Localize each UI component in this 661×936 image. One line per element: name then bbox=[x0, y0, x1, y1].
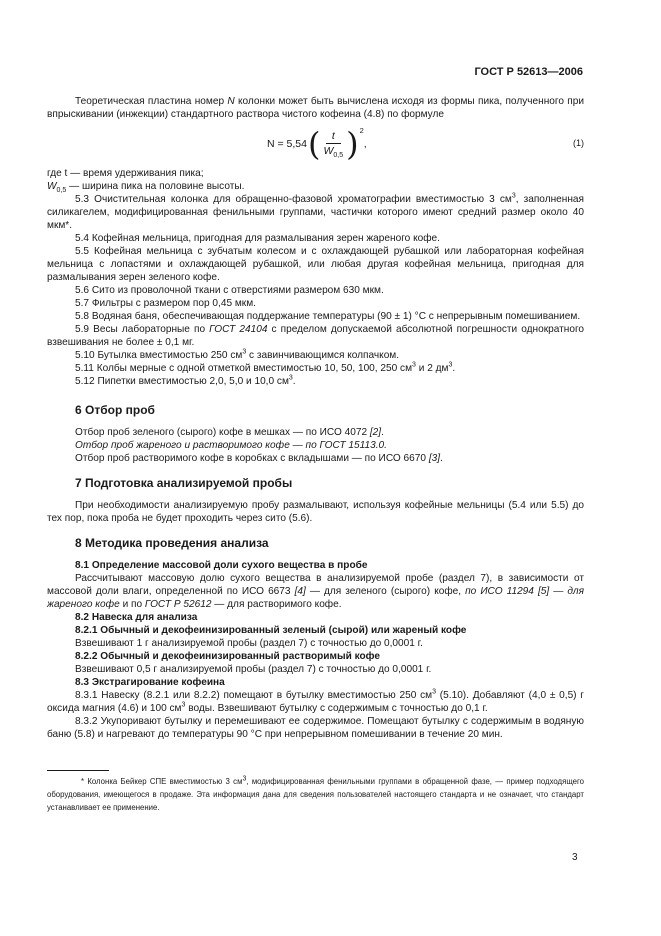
section-6-heading: 6 Отбор проб bbox=[75, 403, 155, 417]
item-5-11: 5.11 Колбы мерные с одной отметкой вместимостью 10, 50, 100, 250 $см^3$ и 2 $дм^3$. bbox=[75, 361, 456, 374]
item-5-3: 5.3 Очистительная колонка для обращенно-фазовой хроматографии вместимостью 3 $см^3$, заполненная силикагелем, модифицированная фенильными группами, частички которого имеют средний размер около 40 мкм*. bbox=[47, 192, 584, 231]
subsection-8-2-1-heading: 8.2.1 Обычный и декофеинизированный зеленый (сырой) или жареный кофе bbox=[75, 625, 467, 636]
standard-header: ГОСТ Р 52613—2006 bbox=[474, 66, 583, 78]
subsection-8-3-heading: 8.3 Экстрагирование кофеина bbox=[75, 677, 225, 688]
formula-fraction bbox=[321, 129, 345, 159]
item-5-4: 5.4 Кофейная мельница, пригодная для размалывания зерен жареного кофе. bbox=[75, 233, 440, 244]
page-number: 3 bbox=[572, 852, 578, 863]
subsection-8-1-heading: 8.1 Определение массовой доли сухого вещества в пробе bbox=[75, 560, 368, 571]
section-7-text: При необходимости анализируемую пробу размалывают, используя кофейные мельницы (5.4 или 5.5) до тех пор, пока проба не будет проходить через сито (5.6). bbox=[47, 500, 584, 524]
document-body bbox=[47, 95, 584, 741]
where-line-1: где t — время удерживания пика; bbox=[47, 168, 204, 179]
subsection-8-2-2-text: Взвешивают 0,5 г анализируемой пробы (раздел 7) с точностью до 0,0001 г. bbox=[75, 664, 432, 675]
subsection-8-3-1: 8.3.1 Навеску (8.2.1 или 8.2.2) помещают в бутылку вместимостью 250 $см^3$ (5.10). Добавляют (4,0 ± 0,5) г оксида магния (4.6) и 100 $см^3$ воды. Взвешивают бутылку с содержимым с точностью до 0,1 г. bbox=[47, 688, 584, 714]
section-7-heading: 7 Подготовка анализируемой пробы bbox=[75, 476, 293, 490]
footnote: * Колонка Бейкер СПЕ вместимостью 3 $см^3$, модифицированная фенильными группами в обращенной фазе, — пример подходящего оборудования, имеющегося в продаже. Эта информация дана для сведения пользователей настоящего стандарта и не означает, что стандарт устанавливает ее применение. bbox=[47, 775, 584, 812]
section-6-line-2: Отбор проб жареного и растворимого кофе — по ГОСТ 15113.0. bbox=[75, 440, 387, 451]
item-5-6: 5.6 Сито из проволочной ткани с отверстиями размером 630 мкм. bbox=[75, 285, 384, 296]
item-5-12: 5.12 Пипетки вместимостью 2,0, 5,0 и 10,0 $см^3$. bbox=[75, 374, 296, 387]
formula-lhs: N = 5,54 bbox=[267, 137, 307, 150]
section-6-line-1: Отбор проб зеленого (сырого) кофе в мешках — по ИСО 4072 [2]. bbox=[75, 427, 384, 438]
subsection-8-2-heading: 8.2 Навеска для анализа bbox=[75, 612, 198, 623]
item-5-10: 5.10 Бутылка вместимостью 250 $см^3$ с завинчивающимся колпачком. bbox=[75, 348, 400, 361]
item-5-9: 5.9 Весы лабораторные по ГОСТ 24104 с пределом допускаемой абсолютной погрешности однократного взвешивания не более ± 0,1 мг. bbox=[47, 324, 585, 348]
formula-numerator: t bbox=[326, 129, 341, 144]
section-8-heading: 8 Методика проведения анализа bbox=[75, 536, 269, 550]
formula-trail: , bbox=[363, 137, 367, 150]
section-6-line-3: Отбор проб растворимого кофе в коробках с вкладышами — по ИСО 6670 [3]. bbox=[75, 453, 443, 464]
intro-paragraph: Теоретическая пластина номер N колонки может быть вычислена исходя из формы пика, полученного при впрыскивании (инжекции) стандартного раствора чистого кофеина (4.8) по формуле bbox=[47, 96, 584, 120]
formula-power: 2 bbox=[359, 125, 364, 135]
item-5-8: 5.8 Водяная баня, обеспечивающая поддержание температуры (90 ± 1) °С с непрерывным помешиванием. bbox=[75, 311, 581, 322]
subsection-8-1-text: Рассчитывают массовую долю сухого вещества в анализируемой пробе (раздел 7), в зависимости от массовой доли влаги, определенной по ИСО 6673 [4] — для зеленого (сырого) кофе, по ИСО 11294 [5] — для жареного кофе и по ГОСТ Р 52612 — для растворимого кофе. bbox=[47, 573, 584, 610]
subsection-8-2-2-heading: 8.2.2 Обычный и декофеинизированный растворимый кофе bbox=[75, 651, 380, 662]
item-5-5: 5.5 Кофейная мельница с зубчатым колесом и с охлаждающей рубашкой или лабораторная кофейная мельница с лопастями и охлаждающей рубашкой, или любая другая кофейная мельница, пригодная для размалывания зерен зеленого кофе. bbox=[47, 246, 584, 283]
item-5-7: 5.7 Фильтры с размером пор 0,45 мкм. bbox=[75, 298, 256, 309]
subsection-8-3-2: 8.3.2 Укупоривают бутылку и перемешивают ее содержимое. Помещают бутылку с содержимым в водяную баню (5.8) и нагревают до температуры 90 °С при непрерывном помешивании в течение 20 мин. bbox=[47, 716, 584, 740]
formula-1 bbox=[47, 123, 584, 165]
subsection-8-2-1-text: Взвешивают 1 г анализируемой пробы (раздел 7) с точностью до 0,0001 г. bbox=[75, 638, 423, 649]
formula-denominator: $W_{0,5}$ bbox=[323, 145, 344, 160]
right-paren: ) bbox=[346, 125, 359, 163]
left-paren: ( bbox=[308, 125, 321, 163]
where-line-2: $W_{0,5}$ — ширина пика на половине высоты. bbox=[47, 181, 245, 195]
equation-number: (1) bbox=[573, 138, 584, 148]
footnote-divider bbox=[47, 770, 109, 771]
